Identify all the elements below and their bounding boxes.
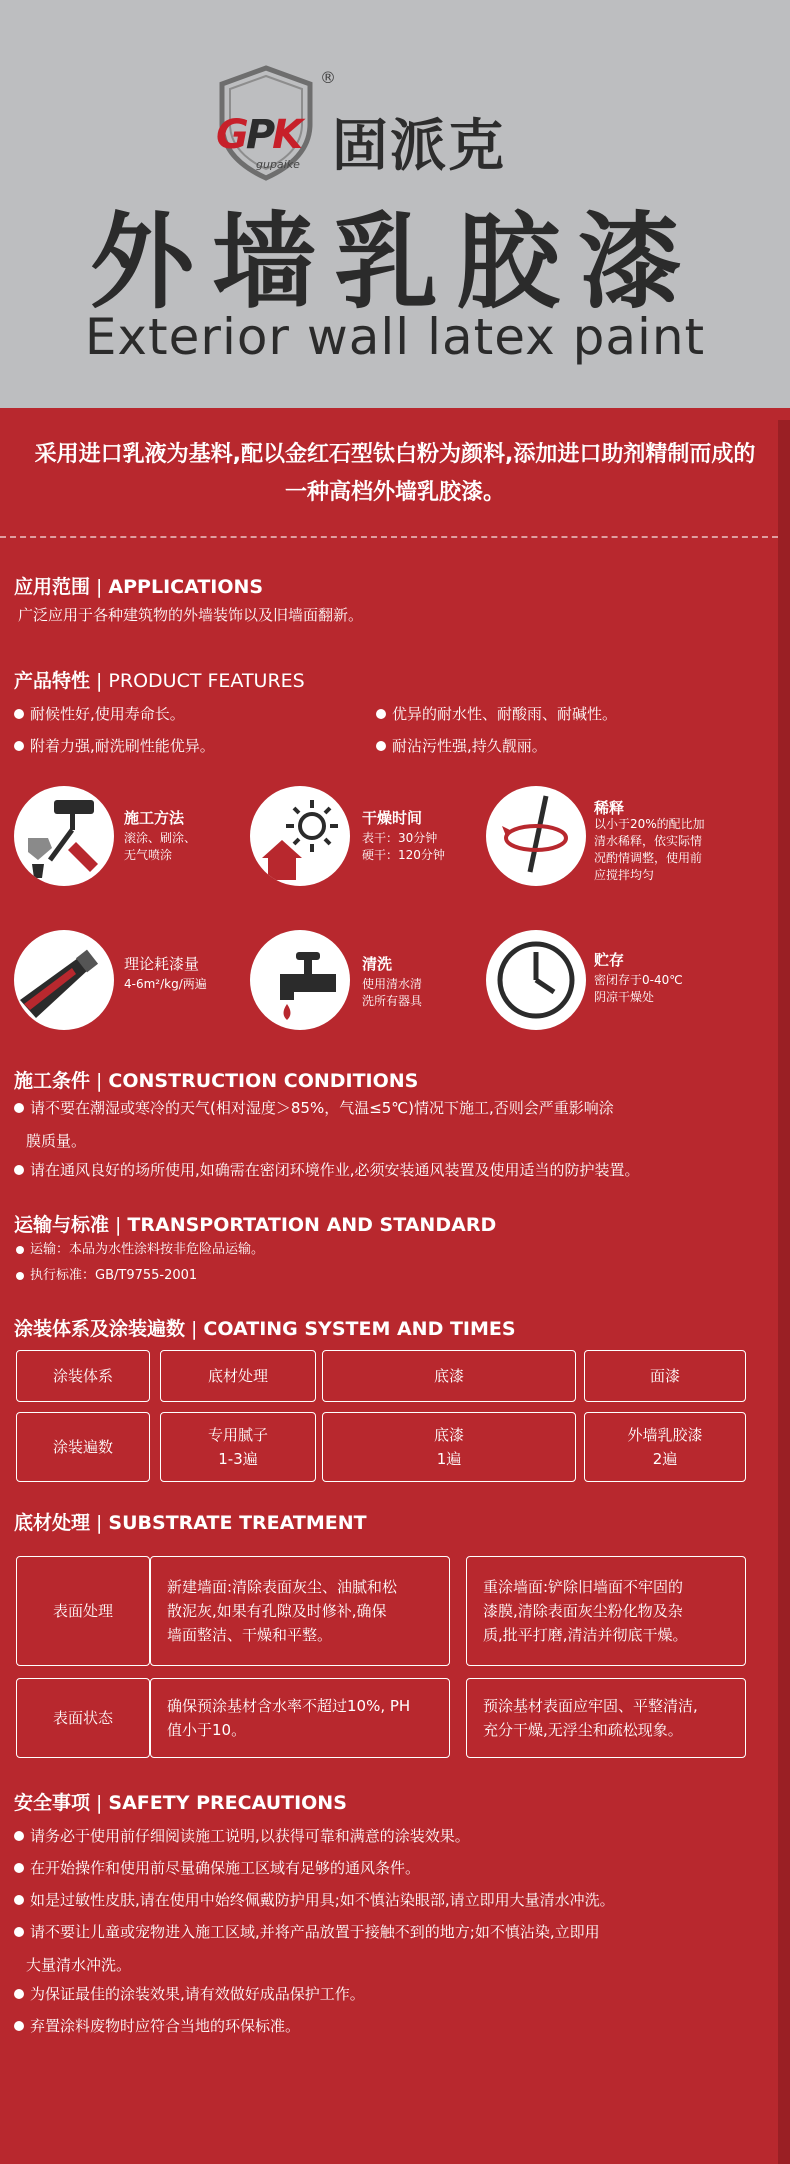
substrate-cell: 确保预涂基材含水率不超过10%, PH 值小于10。 xyxy=(150,1678,450,1758)
faucet-icon xyxy=(250,930,350,1030)
safety-item: 请不要让儿童或宠物进入施工区域,并将产品放置于接触不到的地方;如不慎沾染,立即用 xyxy=(30,1918,600,1946)
divider xyxy=(0,536,778,538)
header xyxy=(0,0,790,408)
safety-item: 在开始操作和使用前尽量确保施工区域有足够的通风条件。 xyxy=(30,1854,420,1882)
coating-cell: 底漆 1遍 xyxy=(322,1412,576,1482)
cleaning-title: 清洗 xyxy=(362,955,393,973)
substrate-cell: 表面处理 xyxy=(16,1556,150,1666)
feature-item: 附着力强,耐洗刷性能优异。 xyxy=(30,732,215,760)
substrate-cell: 新建墙面:清除表面灰尘、油腻和松 散泥灰,如果有孔隙及时修补,确保 墙面整洁、干燥和平整。 xyxy=(150,1556,450,1666)
dilution-desc: 以小于20%的配比加 清水稀释，依实际情 况酌情调整，使用前 应搅拌均匀 xyxy=(594,817,705,882)
condition-item: 请不要在潮湿或寒冷的天气(相对湿度＞85%，气温≤5℃)情况下施工,否则会严重影响涂 xyxy=(30,1094,614,1122)
coating-cell: 外墙乳胶漆 2遍 xyxy=(584,1412,746,1482)
feature-item: 耐沾污性强,持久靓丽。 xyxy=(392,732,547,760)
product-title-cn: 外墙乳胶漆 xyxy=(89,201,700,323)
panel-edge xyxy=(778,420,790,2164)
safety-item: 弃置涂料废物时应符合当地的环保标准。 xyxy=(30,2012,300,2040)
section-title-safety: 安全事项 | SAFETY PRECAUTIONS xyxy=(14,1792,347,1814)
stir-rod-icon xyxy=(486,786,586,886)
storage-title: 贮存 xyxy=(594,951,625,969)
clock-icon xyxy=(486,930,586,1030)
logo-letters: GPK xyxy=(216,112,301,158)
section-title-features: 产品特性 | PRODUCT FEATURES xyxy=(14,670,305,692)
safety-item: 为保证最佳的涂装效果,请有效做好成品保护工作。 xyxy=(30,1980,365,2008)
product-title-en: Exterior wall latex paint xyxy=(84,308,706,366)
storage-desc: 密闭存于0-40℃ 阴凉干燥处 xyxy=(594,973,683,1004)
logo-subtext: gupaike xyxy=(256,158,300,171)
method-title: 施工方法 xyxy=(124,809,185,827)
coating-cell: 面漆 xyxy=(584,1350,746,1402)
section-title-conditions: 施工条件 | CONSTRUCTION CONDITIONS xyxy=(14,1070,419,1092)
sun-house-icon xyxy=(250,786,350,886)
transport-item: 执行标准：GB/T9755-2001 xyxy=(30,1266,197,1286)
drying-title: 干燥时间 xyxy=(362,809,423,827)
coating-cell: 底漆 xyxy=(322,1350,576,1402)
section-title-coating: 涂装体系及涂装遍数 | COATING SYSTEM AND TIMES xyxy=(14,1318,516,1340)
coating-cell: 涂装遍数 xyxy=(16,1412,150,1482)
condition-item: 请在通风良好的场所使用,如确需在密闭环境作业,必须安装通风装置及使用适当的防护装置。 xyxy=(30,1156,640,1184)
coating-cell: 涂装体系 xyxy=(16,1350,150,1402)
section-title-applications: 应用范围 | APPLICATIONS xyxy=(14,576,264,598)
drying-desc: 表干：30分钟 硬干：120分钟 xyxy=(362,831,445,862)
intro-text: 采用进口乳液为基料,配以金红石型钛白粉为颜料,添加进口助剂精制而成的一种高档外墙乳胶漆。 xyxy=(34,442,756,505)
registered-mark: ® xyxy=(320,68,336,87)
substrate-cell: 重涂墙面:铲除旧墙面不牢固的 漆膜,清除表面灰尘粉化物及杂 质,批平打磨,清洁并彻底干燥。 xyxy=(466,1556,746,1666)
cleaning-desc: 使用清水清 洗所有器具 xyxy=(362,977,423,1008)
safety-item: 如是过敏性皮肤,请在使用中始终佩戴防护用具;如不慎沾染眼部,请立即用大量清水冲洗。 xyxy=(30,1886,615,1914)
section-title-transport: 运输与标准 | TRANSPORTATION AND STANDARD xyxy=(14,1214,497,1236)
condition-item-cont: 膜质量。 xyxy=(26,1132,87,1150)
substrate-cell: 预涂基材表面应牢固、平整清洁, 充分干燥,无浮尘和疏松现象。 xyxy=(466,1678,746,1758)
method-desc: 滚涂、刷涂、 无气喷涂 xyxy=(124,831,197,862)
transport-item: 运输：本品为水性涂料按非危险品运输。 xyxy=(30,1240,264,1260)
feature-item: 耐候性好,使用寿命长。 xyxy=(30,700,185,728)
substrate-cell: 表面状态 xyxy=(16,1678,150,1758)
feature-item: 优异的耐水性、耐酸雨、耐碱性。 xyxy=(392,700,617,728)
safety-item: 请务必于使用前仔细阅读施工说明,以获得可靠和满意的涂装效果。 xyxy=(30,1822,470,1850)
paint-tube-icon xyxy=(14,930,114,1030)
section-title-substrate: 底材处理 | SUBSTRATE TREATMENT xyxy=(14,1512,367,1534)
coating-cell: 底材处理 xyxy=(160,1350,316,1402)
roller-brush-icon xyxy=(14,786,114,886)
applications-text: 广泛应用于各种建筑物的外墙装饰以及旧墙面翻新。 xyxy=(18,606,364,624)
brand-name: 固派克 xyxy=(332,114,506,179)
safety-item-cont: 大量清水冲洗。 xyxy=(26,1956,132,1974)
coverage-desc: 4-6m²/kg/两遍 xyxy=(124,977,207,991)
dilution-title: 稀释 xyxy=(594,799,625,817)
coating-cell: 专用腻子 1-3遍 xyxy=(160,1412,316,1482)
coverage-title: 理论耗漆量 xyxy=(124,955,200,973)
